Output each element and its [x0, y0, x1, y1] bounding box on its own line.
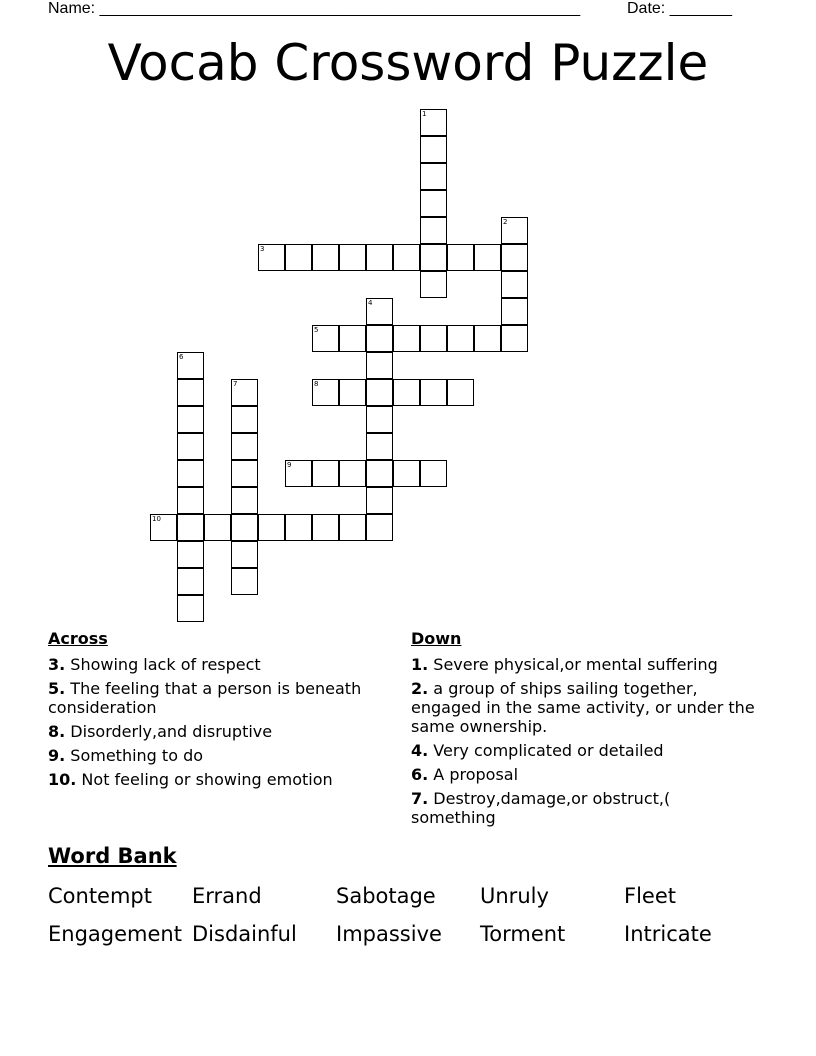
- word-bank-word: Unruly: [480, 884, 549, 908]
- crossword-cell[interactable]: [501, 271, 528, 298]
- down-clues: [411, 628, 756, 832]
- across-clue: [48, 679, 368, 717]
- crossword-cell[interactable]: [231, 406, 258, 433]
- crossword-cell[interactable]: [420, 379, 447, 406]
- clue-text: Severe physical,or mental suffering: [428, 655, 718, 674]
- crossword-cell[interactable]: [393, 460, 420, 487]
- cell-number: 7: [233, 380, 238, 388]
- down-clue: [411, 789, 756, 827]
- crossword-cell[interactable]: [366, 352, 393, 379]
- clue-text: a group of ships sailing together, engaged in the same activity, or under the same ownership.: [411, 679, 755, 736]
- down-clue: [411, 741, 756, 760]
- crossword-cell[interactable]: [339, 514, 366, 541]
- word-bank-word: Contempt: [48, 884, 152, 908]
- crossword-cell[interactable]: [501, 244, 528, 271]
- cell-number: 3: [260, 245, 265, 253]
- clue-text: A proposal: [428, 765, 519, 784]
- crossword-cell[interactable]: [339, 379, 366, 406]
- crossword-cell[interactable]: [420, 460, 447, 487]
- across-clue: [48, 722, 368, 741]
- crossword-cell[interactable]: [177, 433, 204, 460]
- crossword-cell[interactable]: [366, 379, 393, 406]
- clue-number: 8.: [48, 722, 66, 741]
- down-clue: [411, 655, 756, 674]
- crossword-cell[interactable]: [231, 568, 258, 595]
- cell-number: 5: [314, 326, 319, 334]
- word-bank-word: Fleet: [624, 884, 676, 908]
- crossword-cell[interactable]: [501, 298, 528, 325]
- clue-number: 6.: [411, 765, 429, 784]
- crossword-cell[interactable]: [339, 325, 366, 352]
- crossword-cell[interactable]: [447, 325, 474, 352]
- crossword-cell[interactable]: [285, 460, 312, 487]
- clue-number: 2.: [411, 679, 429, 698]
- down-heading: Down: [411, 629, 462, 648]
- crossword-cell[interactable]: [474, 325, 501, 352]
- word-bank-word: Sabotage: [336, 884, 436, 908]
- word-bank-word: Engagement: [48, 922, 182, 946]
- crossword-cell[interactable]: [231, 433, 258, 460]
- crossword-cell[interactable]: [366, 406, 393, 433]
- crossword-cell[interactable]: [231, 541, 258, 568]
- word-bank-word: Torment: [480, 922, 566, 946]
- cell-number: 10: [152, 515, 161, 523]
- crossword-cell[interactable]: [420, 325, 447, 352]
- crossword-cell[interactable]: [393, 325, 420, 352]
- crossword-cell[interactable]: [501, 325, 528, 352]
- clue-number: 1.: [411, 655, 429, 674]
- crossword-cell[interactable]: [177, 487, 204, 514]
- crossword-cell[interactable]: [231, 460, 258, 487]
- across-clues: [48, 628, 368, 794]
- crossword-cell[interactable]: [177, 352, 204, 379]
- crossword-cell[interactable]: [420, 163, 447, 190]
- name-field[interactable]: Name: ______________________________________________________: [48, 0, 581, 17]
- cell-number: 4: [368, 299, 373, 307]
- clue-text: The feeling that a person is beneath consideration: [48, 679, 362, 717]
- crossword-cell[interactable]: [447, 379, 474, 406]
- cell-number: 9: [287, 461, 292, 469]
- crossword-cell[interactable]: [393, 379, 420, 406]
- crossword-cell[interactable]: [177, 406, 204, 433]
- clue-number: 4.: [411, 741, 429, 760]
- clue-number: 5.: [48, 679, 66, 698]
- down-clue: [411, 679, 756, 736]
- crossword-cell[interactable]: [420, 136, 447, 163]
- crossword-cell[interactable]: [393, 244, 420, 271]
- cell-number: 2: [503, 218, 508, 226]
- crossword-cell[interactable]: [366, 325, 393, 352]
- crossword-cell[interactable]: [339, 244, 366, 271]
- crossword-cell[interactable]: [231, 379, 258, 406]
- crossword-cell[interactable]: [420, 109, 447, 136]
- crossword-cell[interactable]: [447, 244, 474, 271]
- crossword-cell[interactable]: [177, 541, 204, 568]
- crossword-cell[interactable]: [312, 244, 339, 271]
- word-bank-word: Errand: [192, 884, 262, 908]
- word-bank-word: Impassive: [336, 922, 442, 946]
- crossword-cell[interactable]: [285, 244, 312, 271]
- clue-number: 10.: [48, 770, 77, 789]
- across-heading: Across: [48, 629, 108, 648]
- crossword-cell[interactable]: [420, 217, 447, 244]
- crossword-cell[interactable]: [366, 514, 393, 541]
- crossword-cell[interactable]: [177, 460, 204, 487]
- crossword-cell[interactable]: [231, 514, 258, 541]
- across-clue: [48, 655, 368, 674]
- crossword-cell[interactable]: [312, 325, 339, 352]
- page-title: Vocab Crossword Puzzle: [107, 34, 709, 92]
- crossword-cell[interactable]: [366, 244, 393, 271]
- date-field[interactable]: Date: _______: [627, 0, 732, 17]
- crossword-cell[interactable]: [474, 244, 501, 271]
- clue-text: Disorderly,and disruptive: [65, 722, 273, 741]
- cell-number: 1: [422, 110, 427, 118]
- crossword-cell[interactable]: [366, 433, 393, 460]
- clue-text: Showing lack of respect: [65, 655, 261, 674]
- crossword-cell[interactable]: [420, 190, 447, 217]
- crossword-cell[interactable]: [285, 514, 312, 541]
- clue-text: Very complicated or detailed: [428, 741, 664, 760]
- crossword-cell[interactable]: [366, 487, 393, 514]
- cell-number: 6: [179, 353, 184, 361]
- crossword-cell[interactable]: [177, 568, 204, 595]
- crossword-cell[interactable]: [312, 460, 339, 487]
- crossword-cell[interactable]: [231, 487, 258, 514]
- crossword-cell[interactable]: [312, 379, 339, 406]
- across-clue: [48, 770, 368, 789]
- crossword-cell[interactable]: [258, 514, 285, 541]
- crossword-cell[interactable]: [150, 514, 177, 541]
- cell-number: 8: [314, 380, 319, 388]
- crossword-cell[interactable]: [177, 379, 204, 406]
- word-bank-word: Disdainful: [192, 922, 297, 946]
- across-clue: [48, 746, 368, 765]
- word-bank-word: Intricate: [624, 922, 712, 946]
- crossword-cell[interactable]: [366, 298, 393, 325]
- clue-number: 9.: [48, 746, 66, 765]
- crossword-cell[interactable]: [501, 217, 528, 244]
- crossword-cell[interactable]: [177, 595, 204, 622]
- crossword-cell[interactable]: [258, 244, 285, 271]
- crossword-cell[interactable]: [177, 514, 204, 541]
- crossword-cell[interactable]: [339, 460, 366, 487]
- crossword-cell[interactable]: [420, 271, 447, 298]
- clue-text: Destroy,damage,or obstruct,( something: [411, 789, 671, 827]
- clue-number: 7.: [411, 789, 429, 808]
- crossword-cell[interactable]: [312, 514, 339, 541]
- clue-number: 3.: [48, 655, 66, 674]
- crossword-cell[interactable]: [420, 244, 447, 271]
- word-bank-title: Word Bank: [48, 844, 177, 868]
- clue-text: Something to do: [65, 746, 204, 765]
- crossword-cell[interactable]: [366, 460, 393, 487]
- down-clue: [411, 765, 756, 784]
- crossword-cell[interactable]: [204, 514, 231, 541]
- clue-text: Not feeling or showing emotion: [76, 770, 333, 789]
